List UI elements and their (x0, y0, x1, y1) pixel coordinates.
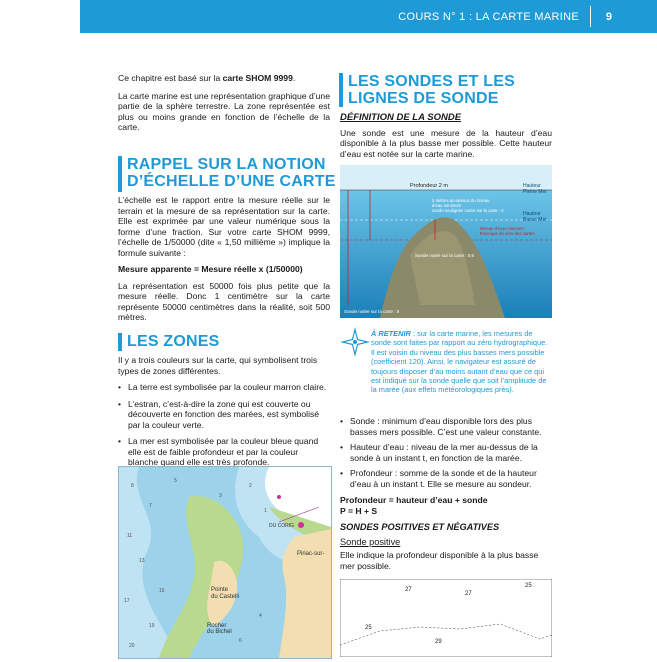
rappel-heading-bar (118, 156, 122, 192)
note-mid: Niveau d’eau minimum (480, 226, 524, 231)
sounding-3: 27 (465, 591, 472, 597)
svg-text:Pleine Mer: Pleine Mer (523, 189, 547, 195)
svg-text:d’eau minimum: d’eau minimum (432, 203, 462, 208)
formula-line-1: Profondeur = hauteur d’eau + sonde (340, 495, 488, 505)
sounding-1: 27 (405, 587, 412, 593)
zones-bullet-2: • L’estran, c’est-à-dire la zone qui est couverte ou découverte en fonction des marées, est symbolisé par la couleur verte. (118, 398, 320, 430)
sounding-diagram (340, 165, 552, 318)
rappel-heading: RAPPEL SUR LA NOTION D’ÉCHELLE D’UNE CARTE (127, 156, 336, 190)
svg-text:1: 1 (264, 508, 267, 514)
retenir-box (371, 329, 551, 395)
note-top: 2 mètres au-dessus du niveau (432, 198, 490, 203)
svg-text:17: 17 (124, 598, 130, 604)
svg-text:théorique du zéro des cartes: théorique du zéro des cartes (480, 231, 535, 236)
definition-paragraph: Une sonde est une mesure de la hauteur d’eau disponible à la plus basse mer possible. Cette hauteur d’eau est notée sur la carte marine. (340, 127, 552, 159)
rappel-body (118, 195, 330, 323)
definition-heading: DÉFINITION DE LA SONDE (340, 112, 462, 123)
positive-negative-heading: SONDES POSITIVES ET NÉGATIVES (340, 522, 500, 532)
running-title: COURS N° 1 : LA CARTE MARINE (398, 11, 579, 23)
svg-text:Rocher: Rocher (207, 623, 227, 629)
svg-text:7: 7 (149, 503, 152, 509)
intro-paragraph: La carte marine est une représentation graphique d’une partie de la sphère terrestre. La zone représentée est plus ou moins grande en fonction de l’échelle de la carte. (118, 90, 330, 132)
header-separator (590, 6, 591, 27)
svg-text:du Castelli: du Castelli (211, 594, 240, 600)
svg-text:6: 6 (239, 638, 242, 644)
definitions-list (340, 416, 552, 571)
header-bar (80, 0, 657, 33)
sonde-positive-subheading: Sonde positive (340, 536, 401, 547)
svg-text:13: 13 (139, 558, 145, 564)
formula-line-2: P = H + S (340, 505, 378, 516)
svg-text:19: 19 (149, 623, 155, 629)
svg-text:20: 20 (129, 643, 135, 649)
definition-profondeur: • Profondeur : somme de la sonde et de la hauteur d’eau à un instant t. Elle se mesure au sondeur. (340, 468, 537, 489)
map-label-pointe: Pointe (211, 587, 229, 593)
sounding-diagram-svg (340, 165, 552, 318)
map-label-piriac: Piriac-sur- (297, 551, 325, 557)
sondes-heading-bar (339, 73, 343, 107)
zones-heading: LES ZONES (127, 333, 220, 350)
definition-block (340, 113, 552, 159)
svg-text:2: 2 (249, 483, 252, 489)
svg-text:4: 4 (259, 613, 262, 619)
label-basse-mer: Hauteur (523, 211, 541, 217)
sounding-5: 29 (435, 639, 442, 645)
sounding-4: 25 (365, 625, 372, 631)
svg-text:8: 8 (131, 483, 134, 489)
svg-text:3: 3 (219, 493, 222, 499)
sonde-positive-paragraph: Elle indique la profondeur disponible à la plus basse mer possible. (340, 550, 539, 571)
zones-intro: Il y a trois couleurs sur la carte, qui symbolisent trois types de zones différentes. (118, 355, 318, 376)
left-intro (118, 73, 330, 133)
svg-text:Basse Mer: Basse Mer (523, 217, 547, 223)
zones-bullet-3: • La mer est symbolisée par la couleur bleue quand elle est de faible profondeur et par la couleur blanche quand elle est très profonde. (118, 436, 319, 467)
rappel-paragraph-2: La représentation est 50000 fois plus petite que la mesure réelle. Donc 1 centimètre sur la carte représente 50000 centimètres dans la réalité, soit 500 mètres. (118, 280, 330, 322)
definition-sonde: • Sonde : minimum d’eau disponible lors des plus basses mers possible. C’est une valeur constante. (340, 416, 542, 437)
svg-text:sonde soulignée notée sur la c: sonde soulignée notée sur la carte : 2 (432, 208, 504, 213)
sounding-chart-svg (340, 579, 552, 657)
nautical-chart-excerpt (118, 466, 332, 659)
definition-hauteur: • Hauteur d’eau : niveau de la mer au-dessus de la sonde à un instant t, en fonction de la marée. (340, 442, 538, 463)
chart-map-svg (119, 467, 331, 658)
intro-line: Ce chapitre est basé sur la carte SHOM 9999. (118, 73, 296, 83)
sounding-chart-excerpt (340, 579, 552, 657)
svg-text:15: 15 (159, 588, 165, 594)
sounding-2: 25 (525, 583, 532, 589)
svg-text:5: 5 (174, 478, 177, 484)
compass-rose-icon (340, 327, 370, 357)
label-pleine-mer: Hauteur (523, 183, 541, 189)
rappel-paragraph-1: L’échelle est le rapport entre la mesure réelle sur le terrain et la mesure de sa représentation sur la carte. Elle est exprimée par une valeur numérique sous la forme d’une fraction. Sur votre carte SHOM 9999, l’échelle de 1/50000 (dite « 1,50 millième ») implique la formule suivante : (118, 195, 330, 258)
retenir-text: : sur la carte marine, les mesures de sonde sont faites par rapport au zéro hydrographique. Il est voisin du niveau des plus basses mers possible (coefficient 120). Ainsi, le navigateur est assuré de toujours disposer d’au moins autant d’eau que ce qui est indiqué sur la sonde quelle que soit l’amplitude de la marée (aux effets météorologiques près). (371, 329, 548, 395)
svg-text:11: 11 (127, 533, 133, 539)
svg-text:du Bichel: du Bichel (207, 629, 232, 635)
page-number: 9 (605, 11, 612, 23)
zones-heading-bar (118, 333, 122, 351)
rappel-formula: Mesure apparente = Mesure réelle x (1/50000) (118, 264, 303, 274)
zones-body (118, 355, 330, 468)
sondes-heading: LES SONDES ET LES LIGNES DE SONDE (348, 73, 515, 107)
label-profondeur: Profondeur 2 m (410, 183, 448, 189)
retenir-label: À RETENIR (371, 329, 411, 338)
svg-text:DU CORIG: DU CORIG (269, 523, 294, 529)
zones-bullet-1: • La terre est symbolisée par la couleur marron claire. (118, 382, 327, 392)
note-bottom: Sonde notée sur la carte : 6 (344, 309, 400, 314)
note-sonde: Sonde notée sur la carte : 0,6 (415, 253, 475, 258)
